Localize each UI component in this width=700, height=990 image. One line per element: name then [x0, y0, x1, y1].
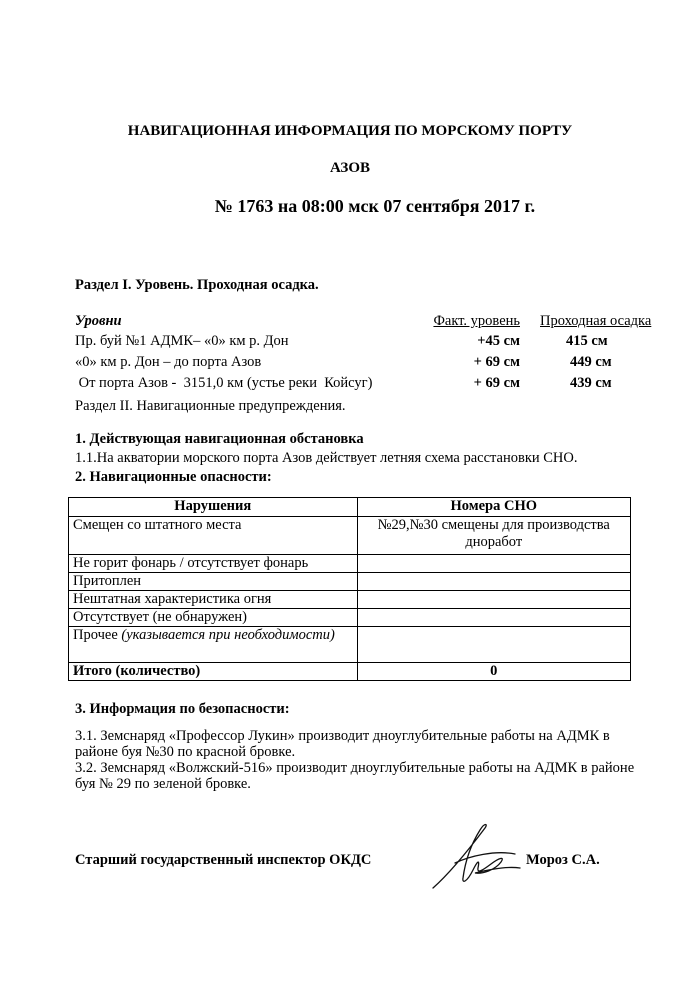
handwritten-signature — [425, 818, 525, 893]
safety-paragraph-1: 3.1. Земснаряд «Профессор Лукин» производит дноуглубительные работы на АДМК в районе буя №30 по красной бровке. — [75, 728, 610, 760]
total-label: Итого (количество) — [69, 663, 358, 681]
table-cell-label: Нештатная характеристика огня — [69, 591, 358, 609]
table-cell-value — [357, 609, 631, 627]
draft-row-value: 449 см — [570, 354, 612, 370]
signature-position: Старший государственный инспектор ОКДС — [75, 852, 372, 868]
section2-heading: Раздел II. Навигационные предупреждения. — [75, 398, 346, 414]
table-row — [69, 627, 631, 663]
subsection2-title: 2. Навигационные опасности: — [75, 469, 272, 485]
table-row — [69, 609, 631, 627]
level-row-name: Пр. буй №1 АДМК– «0» км р. Дон — [75, 333, 289, 349]
table-row — [69, 517, 631, 555]
level-row-value: + 69 см — [473, 354, 520, 370]
table-total-row — [69, 663, 631, 681]
draft-row-value: 439 см — [570, 375, 612, 391]
table-header-sno: Номера СНО — [357, 498, 631, 517]
table-cell-value — [357, 555, 631, 573]
table-cell-value — [357, 627, 631, 663]
level-row-name: От порта Азов - 3151,0 км (устье реки Койсуг) — [75, 375, 373, 391]
levels-header: Уровни — [75, 313, 122, 329]
safety-paragraph-2: 3.2. Земснаряд «Волжский-516» производит дноуглубительные работы на АДМК в районе буя № 29 по зеленой бровке. — [75, 760, 635, 792]
level-row-name: «0» км р. Дон – до порта Азов — [75, 354, 262, 370]
table-cell-value: №29,№30 смещены для производства дноработ — [357, 517, 631, 555]
table-header-row — [69, 498, 631, 517]
signature-name: Мороз С.А. — [526, 852, 600, 868]
draft-row-value: 415 см — [566, 333, 608, 349]
subsection3-title: 3. Информация по безопасности: — [75, 701, 290, 717]
section1-heading: Раздел I. Уровень. Проходная осадка. — [75, 277, 319, 293]
fact-level-header: Факт. уровень — [433, 313, 520, 329]
hazards-table — [68, 497, 631, 681]
draft-header: Проходная осадка — [540, 313, 652, 329]
subsection1-title: 1. Действующая навигационная обстановка — [75, 431, 364, 447]
level-row-value: + 69 см — [473, 375, 520, 391]
table-cell-value — [357, 573, 631, 591]
total-value: 0 — [357, 663, 631, 681]
table-row — [69, 555, 631, 573]
subsection1-text: 1.1.На акватории морского порта Азов действует летняя схема расстановки СНО. — [75, 450, 578, 466]
table-header-violations: Нарушения — [69, 498, 358, 517]
port-name: АЗОВ — [329, 160, 371, 176]
document-title: НАВИГАЦИОННАЯ ИНФОРМАЦИЯ ПО МОРСКОМУ ПОРТУ — [127, 123, 573, 139]
level-row-value: +45 см — [477, 333, 520, 349]
table-cell-value — [357, 591, 631, 609]
table-row — [69, 591, 631, 609]
issue-line: № 1763 на 08:00 мск 07 сентября 2017 г. — [214, 196, 536, 216]
other-note: (указывается при необходимости) — [121, 627, 335, 643]
table-cell-label — [69, 627, 358, 663]
table-cell-label: Притоплен — [69, 573, 358, 591]
table-cell-label: Смещен со штатного места — [69, 517, 358, 555]
table-cell-label: Не горит фонарь / отсутствует фонарь — [69, 555, 358, 573]
other-label: Прочее — [73, 627, 122, 643]
table-cell-label: Отсутствует (не обнаружен) — [69, 609, 358, 627]
table-row — [69, 573, 631, 591]
